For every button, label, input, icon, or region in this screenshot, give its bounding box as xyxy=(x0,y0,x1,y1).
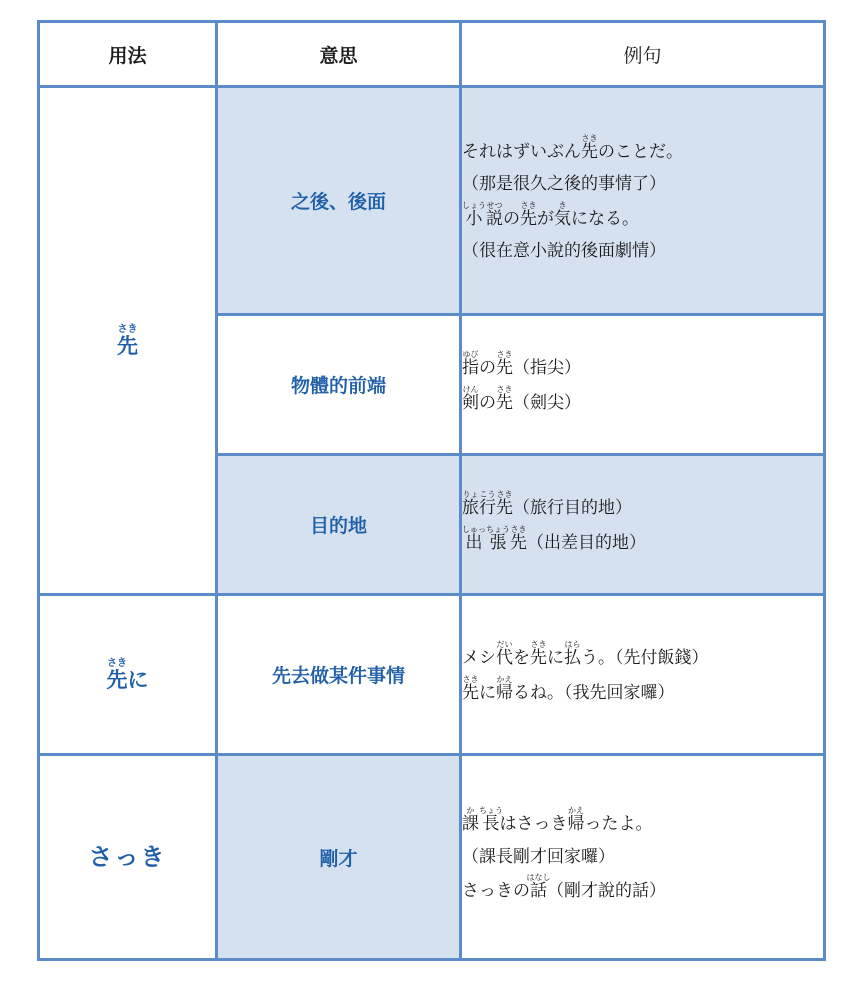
example-sentence: （很在意小說的後面劇情） xyxy=(462,240,666,261)
example-cell xyxy=(461,315,825,455)
furigana-word: 先さき xyxy=(496,490,513,519)
grammar-table xyxy=(37,20,826,961)
table-row xyxy=(39,87,825,315)
furigana-word: 説せつ xyxy=(486,200,503,229)
usage-word: さっき xyxy=(88,842,167,871)
furigana-word: 代だい xyxy=(496,640,513,669)
furigana-word: 行こう xyxy=(479,490,496,519)
example-cell xyxy=(461,455,825,595)
furigana-word: 気き xyxy=(554,200,571,229)
furigana-word: 先さき xyxy=(496,350,513,379)
header-example: 例句 xyxy=(461,22,825,87)
example-cell xyxy=(461,595,825,755)
furigana-word: 剣けん xyxy=(462,384,479,413)
table-row xyxy=(39,595,825,755)
furigana-word: 先さき xyxy=(510,524,527,553)
furigana-word: 話はなし xyxy=(526,873,551,902)
example-sentence: それはずいぶん先さきのことだ。 xyxy=(462,133,683,162)
example-sentence: さっきの話はなし（剛才說的話） xyxy=(462,873,666,902)
furigana-word: 先さき xyxy=(530,640,547,669)
usage-cell xyxy=(39,87,217,595)
example-cell xyxy=(461,755,825,960)
furigana-word: 先さき xyxy=(581,133,598,162)
example-sentence: 小しょう説せつの先さきが気きになる。 xyxy=(462,200,639,229)
furigana-word: 帰かえ xyxy=(567,806,585,835)
table-row xyxy=(39,755,825,960)
furigana-word: 小しょう xyxy=(462,200,486,229)
example-sentence: 指ゆびの先さき（指尖） xyxy=(462,350,581,379)
furigana-word: 先さき xyxy=(496,384,513,413)
furigana-word: 課か xyxy=(462,806,479,835)
example-sentence: 先さきに帰かえるね。（我先回家囉） xyxy=(462,674,675,703)
example-sentence: 課か長ちょうはさっき帰かえったよ。 xyxy=(462,806,653,835)
furigana-word: 帰かえ xyxy=(496,674,513,703)
example-cell xyxy=(461,87,825,315)
meaning-cell: 剛才 xyxy=(217,755,461,960)
header-usage: 用法 xyxy=(39,22,217,87)
furigana-word: 旅りょ xyxy=(462,490,479,519)
table-body xyxy=(39,87,825,960)
usage-word: 先さき xyxy=(117,323,138,358)
furigana-word: 出しゅっ xyxy=(462,524,486,553)
example-sentence: メシ代だいを先さきに払はらう。（先付飯錢） xyxy=(462,640,709,669)
meaning-cell: 物體的前端 xyxy=(217,315,461,455)
furigana-word: 指ゆび xyxy=(462,350,479,379)
example-sentence: 出しゅっ張ちょう先さき（出差目的地） xyxy=(462,524,646,553)
meaning-cell: 之後、後面 xyxy=(217,87,461,315)
example-sentence: 旅りょ行こう先さき（旅行目的地） xyxy=(462,490,632,519)
furigana-word: 長ちょう xyxy=(479,806,503,835)
header-meaning: 意思 xyxy=(217,22,461,87)
furigana-word: 張ちょう xyxy=(486,524,510,553)
usage-word: 先さきに xyxy=(106,657,149,692)
meaning-cell: 目的地 xyxy=(217,455,461,595)
usage-cell xyxy=(39,595,217,755)
example-sentence: （那是很久之後的事情了） xyxy=(462,174,666,195)
furigana-word: 先さき xyxy=(520,200,537,229)
furigana-word: 払はら xyxy=(564,640,581,669)
header-row xyxy=(39,22,825,87)
example-sentence: （課長剛才回家囉） xyxy=(462,846,615,867)
usage-cell xyxy=(39,755,217,960)
meaning-cell: 先去做某件事情 xyxy=(217,595,461,755)
furigana-word: 先さき xyxy=(462,674,479,703)
example-sentence: 剣けんの先さき（劍尖） xyxy=(462,384,581,413)
